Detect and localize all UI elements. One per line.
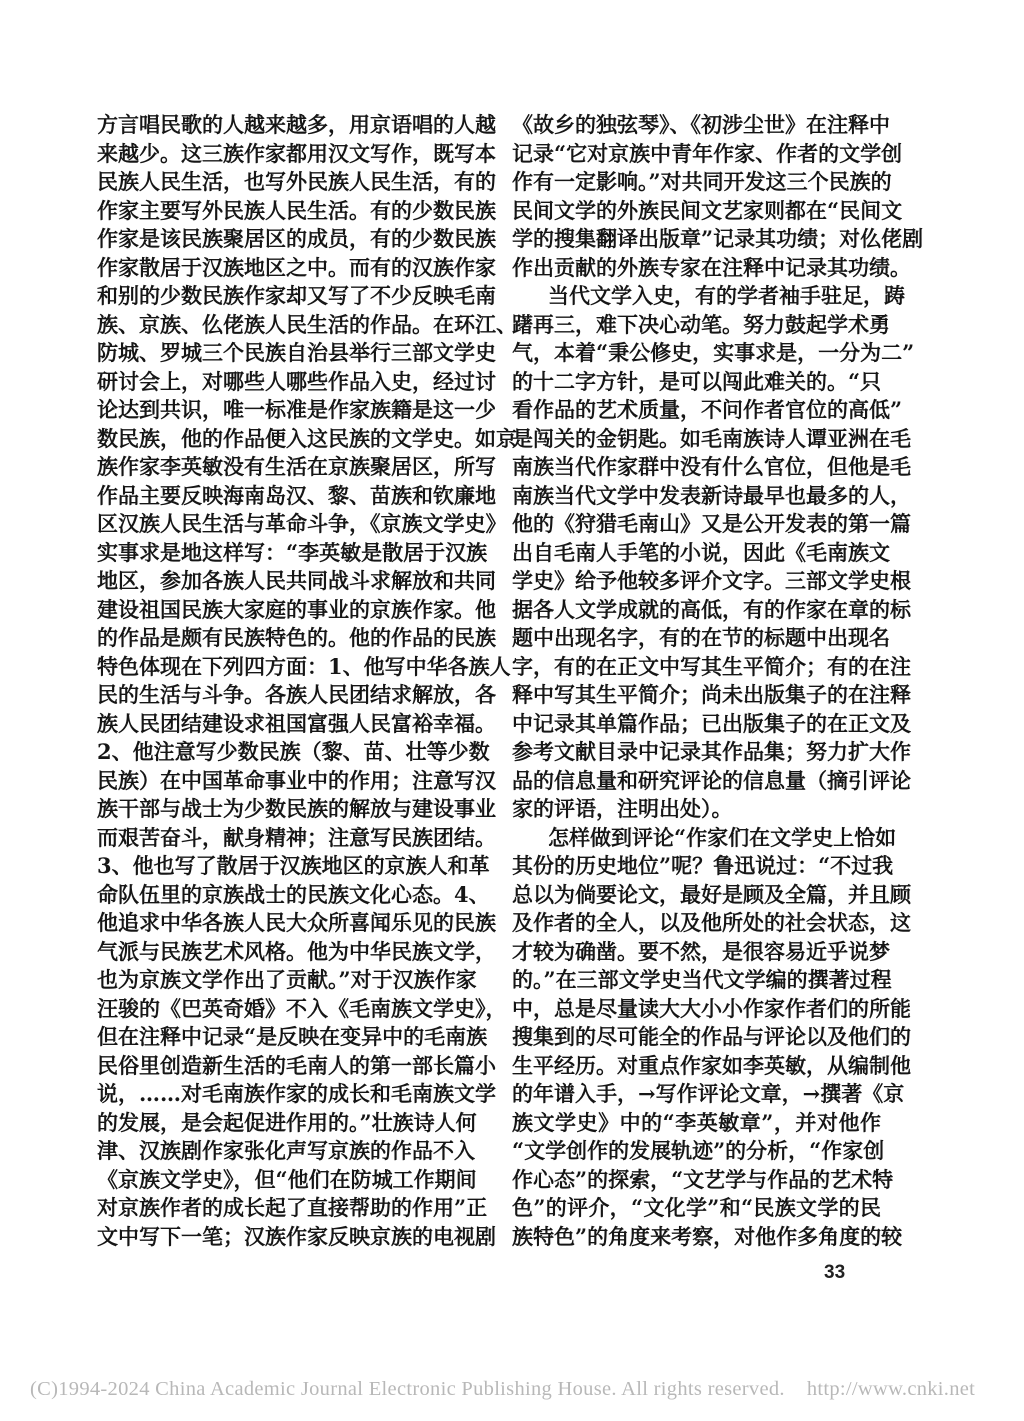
- text-line: 记录“它对京族中青年作家、作者的文学创: [512, 140, 903, 166]
- text-line: 来越少。这三族作家都用汉文写作，既写本: [97, 140, 496, 166]
- text-line: 作有一定影响。”对共同开发这三个民族的: [512, 169, 892, 194]
- text-line: 参考文献目录中记录其作品集；努力扩大作: [512, 739, 911, 764]
- text-line: 族干部与战士为少数民族的解放与建设事业: [97, 796, 496, 821]
- text-line: 是闯关的金钥匙。如毛南族诗人谭亚洲在毛: [512, 425, 911, 451]
- text-line: 作品主要反映海南岛汉、黎、苗族和钦廉地: [97, 482, 496, 508]
- text-line: 数民族，他的作品便入这民族的文学史。如京: [97, 425, 517, 451]
- text-line: 2、他注意写少数民族（黎、苗、壮等少数: [97, 739, 490, 764]
- text-line: 对京族作者的成长起了直接帮助的作用”正: [97, 1195, 488, 1220]
- text-line: 的年谱入手，→写作评论文章，→撰著《京: [512, 1081, 905, 1106]
- text-line: 作心态”的探索，“文艺学与作品的艺术特: [512, 1166, 894, 1192]
- text-line: 的作品是颇有民族特色的。他的作品的民族: [97, 625, 496, 650]
- text-line: 方言唱民歌的人越来越多，用京语唱的人越: [97, 112, 496, 137]
- text-line: 但在注释中记录“是反映在变异中的毛南族: [97, 1024, 488, 1049]
- text-line: 的。”在三部文学史当代文学编的撰著过程: [512, 967, 892, 992]
- text-line: 学的搜集翻译出版章”记录其功绩；对仫佬剧: [512, 226, 924, 251]
- text-line: 他追求中华各族人民大众所喜闻乐见的民族: [97, 910, 496, 935]
- text-line: 中记录其单篇作品；已出版集子的在正文及: [512, 710, 911, 736]
- text-line: 出自毛南人手笔的小说，因此《毛南族文: [512, 539, 890, 565]
- text-line: 而艰苦奋斗，献身精神；注意写民族团结。: [97, 824, 496, 850]
- text-line: 生平经历。对重点作家如李英敏，从编制他: [512, 1052, 911, 1078]
- text-line: 才较为确凿。要不然，是很容易近乎说梦: [512, 938, 890, 964]
- text-line: 区汉族人民生活与革命斗争，《京族文学史》: [97, 511, 507, 536]
- text-line: 他的《狩猎毛南山》又是公开发表的第一篇: [512, 511, 911, 536]
- text-line: 怎样做到评论“作家们在文学史上恰如: [548, 824, 897, 850]
- text-line: 命队伍里的京族战士的民族文化心态。4、: [97, 881, 490, 907]
- page-number: 33: [824, 1262, 846, 1283]
- text-line: 南族当代作家群中没有什么官位，但他是毛: [512, 454, 911, 479]
- text-line: 躇再三，难下决心动笔。努力鼓起学术勇: [512, 311, 890, 337]
- text-line: 防城、罗城三个民族自治县举行三部文学史: [97, 340, 496, 365]
- text-line: 特色体现在下列四方面：1、他写中华各族人: [97, 653, 511, 679]
- text-line: 族、京族、仫佬族人民生活的作品。在环江、: [97, 311, 517, 337]
- text-line: 津、汉族剧作家张化声写京族的作品不入: [97, 1138, 475, 1163]
- text-line: 当代文学入史，有的学者袖手驻足，踌: [548, 283, 905, 308]
- text-line: 色”的评介，“文化学”和“民族文学的民: [512, 1195, 881, 1220]
- text-line: 建设祖国民族大家庭的事业的京族作家。他: [97, 596, 496, 622]
- text-line: 中，总是尽量读大大小小作家作者们的所能: [512, 995, 911, 1021]
- text-line: 品的信息量和研究评论的信息量（摘引评论: [512, 767, 911, 793]
- text-line: 作家是该民族聚居区的成员，有的少数民族: [97, 226, 496, 251]
- text-line: 研讨会上，对哪些人哪些作品入史，经过讨: [97, 368, 496, 394]
- text-line: 总以为倘要论文，最好是顾及全篇，并且顾: [512, 881, 911, 907]
- text-line: 作家主要写外民族人民生活。有的少数民族: [97, 197, 496, 223]
- text-line: 搜集到的尽可能全的作品与评论以及他们的: [512, 1024, 911, 1049]
- text-line: 释中写其生平简介；尚未出版集子的在注释: [512, 682, 911, 707]
- text-line: 的十二字方针，是可以闯此难关的。“只: [512, 368, 882, 394]
- text-line: 3、他也写了散居于汉族地区的京族人和革: [97, 853, 490, 878]
- text-line: 《故乡的独弦琴》、《初涉尘世》在注释中: [512, 112, 890, 137]
- text-line: 和别的少数民族作家却又写了不少反映毛南: [97, 283, 496, 308]
- text-line: 作出贡献的外族专家在注释中记录其功绩。: [512, 254, 911, 280]
- text-line: 文中写下一笔；汉族作家反映京族的电视剧: [97, 1223, 496, 1249]
- footer-url: http://www.cnki.net: [806, 1378, 976, 1400]
- text-line: 的发展，是会起促进作用的。”壮族诗人何: [97, 1109, 477, 1135]
- text-line: 作家散居于汉族地区之中。而有的汉族作家: [97, 254, 496, 280]
- text-line: 看作品的艺术质量，不问作者官位的高低”: [512, 397, 903, 422]
- text-line: “文学创作的发展轨迹”的分析，“作家创: [512, 1138, 885, 1163]
- text-line: 民间文学的外族民间文艺家则都在“民间文: [512, 197, 903, 223]
- text-line: 民的生活与斗争。各族人民团结求解放，各: [97, 682, 496, 707]
- text-line: 民族）在中国革命事业中的作用；注意写汉: [97, 767, 496, 793]
- text-line: 气派与民族艺术风格。他为中华民族文学，: [97, 938, 496, 964]
- text-line: 也为京族文学作出了贡献。”对于汉族作家: [97, 967, 477, 992]
- text-line: 据各人文学成就的高低，有的作家在章的标: [512, 596, 911, 622]
- text-line: 题中出现名字，有的在节的标题中出现名: [512, 625, 890, 650]
- text-line: 论达到共识，唯一标准是作家族籍是这一少: [97, 397, 496, 422]
- text-line: 及作者的全人，以及他所处的社会状态，这: [512, 910, 911, 935]
- text-line: 字，有的在正文中写其生平简介；有的在注: [512, 653, 911, 679]
- text-line: 民俗里创造新生活的毛南人的第一部长篇小: [97, 1052, 496, 1078]
- text-line: 南族当代文学中发表新诗最早也最多的人，: [512, 482, 911, 508]
- text-line: 汪骏的《巴英奇婚》不入《毛南族文学史》，: [97, 995, 507, 1021]
- text-line: 《京族文学史》，但“他们在防城工作期间: [97, 1166, 477, 1192]
- text-line: 族文学史》中的“李英敏章”，并对他作: [512, 1109, 881, 1135]
- text-line: 气，本着“秉公修史，实事求是，一分为二”: [512, 340, 915, 365]
- text-line: 实事求是地这样写：“李英敏是散居于汉族: [97, 539, 488, 565]
- text-line: 说，……对毛南族作家的成长和毛南族文学: [97, 1081, 496, 1106]
- text-line: 其份的历史地位”呢？鲁迅说过：“不过我: [512, 853, 894, 878]
- text-line: 家的评语，注明出处）。: [512, 796, 733, 821]
- text-line: 族特色”的角度来考察，对他作多角度的较: [512, 1223, 903, 1249]
- copyright-footer: [30, 1378, 976, 1401]
- text-line: 族人民团结建设求祖国富强人民富裕幸福。: [97, 710, 496, 736]
- copyright-text: (C)1994-2024 China Academic Journal Electronic Publishing House. All rights reserved.: [30, 1378, 785, 1400]
- text-line: 学史》给予他较多评介文字。三部文学史根: [512, 568, 911, 593]
- text-line: 族作家李英敏没有生活在京族聚居区，所写: [97, 454, 496, 479]
- text-line: 地区，参加各族人民共同战斗求解放和共同: [97, 568, 496, 593]
- text-line: 民族人民生活，也写外民族人民生活，有的: [97, 169, 496, 194]
